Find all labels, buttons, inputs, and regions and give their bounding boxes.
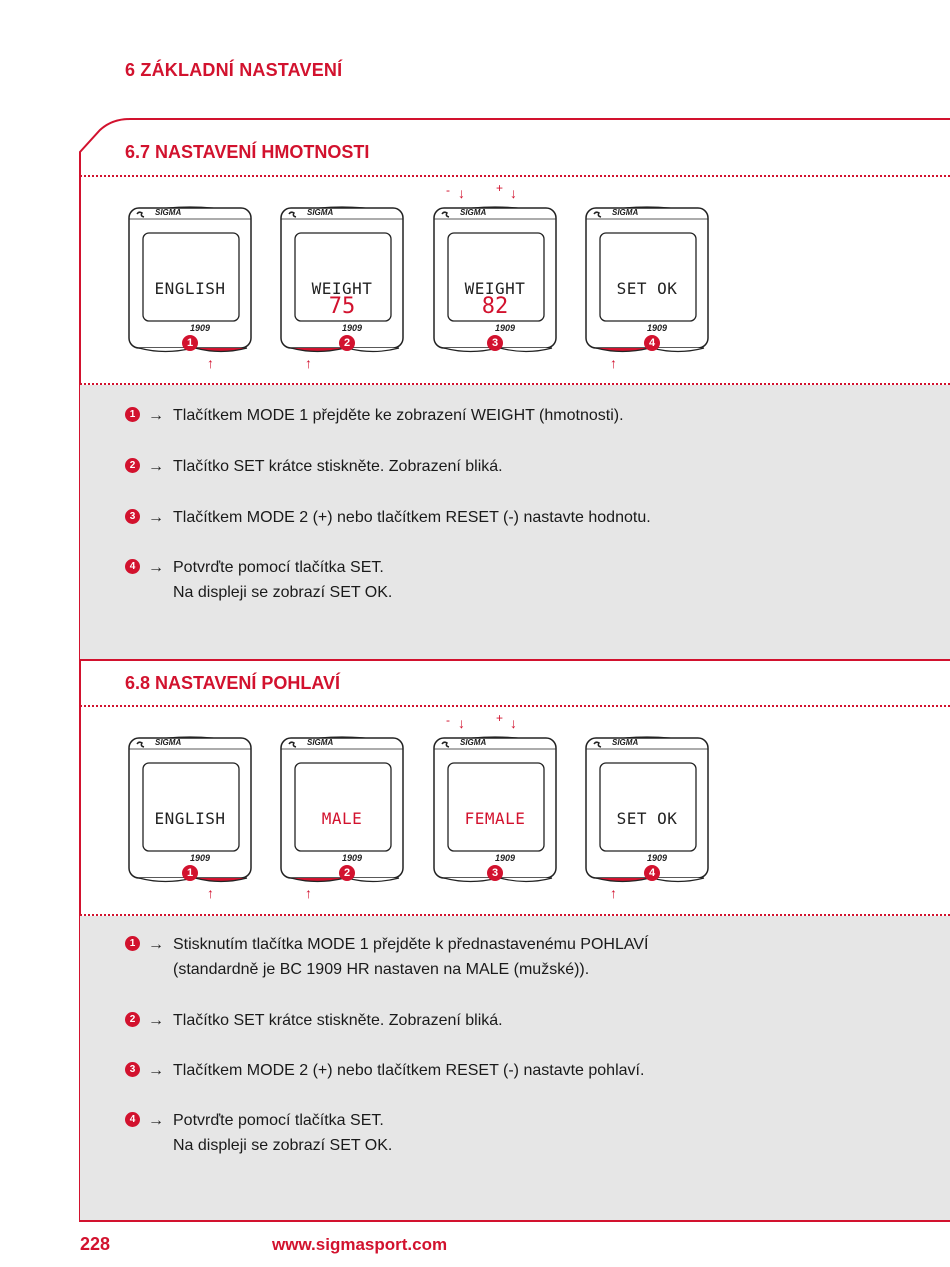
step-badge: 4 (644, 865, 660, 881)
step-text-line: (standardně je BC 1909 HR nastaven na MALE (mužské)). (173, 961, 590, 978)
press-arrow-icon: ↑ (207, 355, 214, 371)
bike-computer-device (582, 205, 712, 371)
press-arrow-icon: ↑ (207, 885, 214, 901)
plus-sign: + (496, 181, 504, 195)
section-title-weight: 6.7 NASTAVENÍ HMOTNOSTI (125, 142, 370, 162)
step-text-line: Na displeji se zobrazí SET OK. (173, 584, 393, 601)
arrow-icon: → (148, 509, 164, 526)
model-label: 1909 (342, 323, 363, 333)
device-sequence-weight (120, 180, 720, 371)
display-value: 82 (481, 294, 509, 319)
display-value: 75 (328, 294, 356, 319)
step-text-line: Tlačítko SET krátce stiskněte. Zobrazení bliká. (173, 1012, 503, 1029)
step-number-badge: 1 (125, 936, 140, 951)
press-arrow-icon: ↑ (305, 885, 312, 901)
step-number-badge: 3 (125, 509, 140, 524)
step-number-badge: 4 (125, 559, 140, 574)
bike-computer-device (125, 205, 255, 371)
press-arrow-icon: ↓ (458, 715, 465, 731)
step-text-line: Tlačítkem MODE 2 (+) nebo tlačítkem RESET (-) nastavte pohlaví. (173, 1062, 645, 1079)
display-line-1: FEMALE (464, 809, 526, 828)
display-line-1: MALE (321, 809, 363, 828)
step-text-line: Potvrďte pomocí tlačítka SET. (173, 559, 384, 576)
bike-computer-device (582, 735, 712, 901)
step-number-badge: 3 (125, 1062, 140, 1077)
brand-logo: SIGMA (612, 208, 639, 217)
step-number-badge: 1 (125, 407, 140, 422)
brand-logo: SIGMA (612, 738, 639, 747)
step-badge: 4 (644, 335, 660, 351)
step-badge: 1 (182, 335, 198, 351)
step-text-line: Tlačítkem MODE 1 přejděte ke zobrazení WEIGHT (hmotnosti). (173, 407, 624, 424)
bike-computer-device (125, 735, 255, 901)
step-number-badge: 4 (125, 1112, 140, 1127)
arrow-icon: → (148, 407, 164, 424)
step-text (173, 932, 648, 982)
arrow-icon: → (148, 936, 164, 953)
step-badge: 1 (182, 865, 198, 881)
step-text (173, 1058, 644, 1083)
step-badge: 2 (339, 335, 355, 351)
step-text (173, 1008, 503, 1033)
step-number-badge: 2 (125, 458, 140, 473)
model-label: 1909 (647, 323, 668, 333)
brand-logo: SIGMA (460, 208, 487, 217)
model-label: 1909 (495, 323, 516, 333)
step-text-line: Stisknutím tlačítka MODE 1 přejděte k přednastavenému POHLAVÍ (173, 936, 649, 953)
step-number-badge: 2 (125, 1012, 140, 1027)
model-label: 1909 (342, 853, 363, 863)
device-sequence-gender (120, 710, 720, 901)
display-line-1: WEIGHT (311, 279, 373, 298)
brand-logo: SIGMA (460, 738, 487, 747)
step-text (173, 1108, 392, 1158)
dotted-divider (80, 705, 950, 707)
section-title-gender: 6.8 NASTAVENÍ POHLAVÍ (125, 673, 341, 693)
press-arrow-icon: ↑ (610, 885, 617, 901)
brand-logo: SIGMA (307, 738, 334, 747)
step-text-line: Tlačítkem MODE 2 (+) nebo tlačítkem RESET (-) nastavte hodnotu. (173, 509, 651, 526)
step-text (173, 505, 651, 530)
press-arrow-icon: ↑ (305, 355, 312, 371)
step-text-line: Na displeji se zobrazí SET OK. (173, 1137, 393, 1154)
step-badge: 2 (339, 865, 355, 881)
model-label: 1909 (190, 323, 211, 333)
display-line-1: ENGLISH (154, 279, 226, 298)
step-text (173, 403, 624, 428)
model-label: 1909 (647, 853, 668, 863)
step-text (173, 555, 392, 605)
minus-sign: - (446, 713, 450, 727)
minus-sign: - (446, 183, 450, 197)
step-text-line: Potvrďte pomocí tlačítka SET. (173, 1112, 384, 1129)
step-badge: 3 (487, 865, 503, 881)
arrow-icon: → (148, 559, 164, 576)
bike-computer-device (277, 205, 407, 371)
press-arrow-icon: ↓ (510, 715, 517, 731)
chapter-title: 6 ZÁKLADNÍ NASTAVENÍ (125, 60, 343, 80)
dotted-divider (80, 175, 950, 177)
press-arrow-icon: ↑ (610, 355, 617, 371)
brand-logo: SIGMA (307, 208, 334, 217)
press-arrow-icon: ↓ (458, 185, 465, 201)
model-label: 1909 (495, 853, 516, 863)
display-line-1: ENGLISH (154, 809, 226, 828)
page-number: 228 (80, 1234, 111, 1254)
website-link[interactable]: www.sigmasport.com (272, 1235, 448, 1254)
bike-computer-device (430, 711, 560, 885)
display-line-1: SET OK (616, 809, 678, 828)
brand-logo: SIGMA (155, 208, 182, 217)
arrow-icon: → (148, 1112, 164, 1129)
step-text (173, 454, 503, 479)
display-line-1: WEIGHT (464, 279, 526, 298)
bike-computer-device (430, 181, 560, 355)
arrow-icon: → (148, 1062, 164, 1079)
plus-sign: + (496, 711, 504, 725)
step-badge: 3 (487, 335, 503, 351)
model-label: 1909 (190, 853, 211, 863)
brand-logo: SIGMA (155, 738, 182, 747)
press-arrow-icon: ↓ (510, 185, 517, 201)
arrow-icon: → (148, 458, 164, 475)
arrow-icon: → (148, 1012, 164, 1029)
step-text-line: Tlačítko SET krátce stiskněte. Zobrazení bliká. (173, 458, 503, 475)
bike-computer-device (277, 735, 407, 901)
display-line-1: SET OK (616, 279, 678, 298)
